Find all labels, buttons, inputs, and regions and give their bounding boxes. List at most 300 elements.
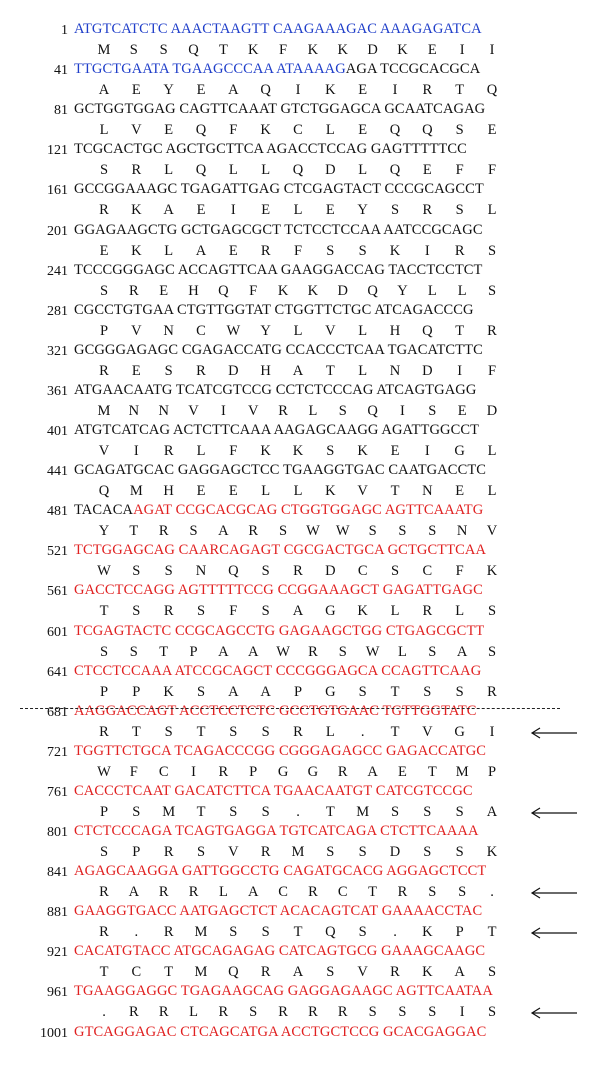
amino-acid: E — [390, 443, 400, 459]
nucleotide-line — [74, 422, 479, 439]
position-number: 721 — [47, 744, 68, 760]
amino-acid: G — [325, 683, 336, 700]
amino-acid: L — [455, 603, 465, 620]
amino-acid: E — [228, 483, 238, 500]
amino-acid: M — [455, 763, 469, 780]
amino-acid: L — [196, 443, 206, 459]
amino-acid: P — [99, 683, 109, 700]
amino-acid: S — [455, 844, 464, 860]
nucleotide-line — [74, 462, 486, 479]
sequence-block — [0, 499, 600, 539]
amino-acid: L — [189, 1004, 198, 1021]
amino-acid: . — [393, 924, 397, 941]
amino-acid: W — [335, 523, 350, 540]
nucleotide-line — [74, 342, 483, 359]
amino-acid: Q — [228, 964, 239, 981]
amino-acid: R — [158, 1004, 169, 1021]
nucleotide-segment: CGCCTGTGAA CTGTTGGTAT CTGGTTCTGC ATCAGACCCG — [74, 301, 474, 318]
amino-acid: R — [99, 202, 109, 219]
amino-acid: L — [99, 122, 109, 139]
nucleotide-segment: CTCTCCCAGA TCAGTGAGGA TGTCATCAGA CTCTTCAAAA — [74, 823, 479, 839]
amino-acid: F — [487, 362, 497, 379]
amino-acid: P — [487, 763, 497, 780]
sequence-block — [0, 1021, 600, 1061]
amino-acid: G — [277, 763, 289, 780]
amino-acid: T — [390, 483, 400, 500]
amino-acid: R — [422, 202, 433, 219]
amino-acid: H — [163, 483, 174, 500]
amino-acid: R — [158, 884, 169, 901]
amino-acid: A — [292, 603, 304, 620]
amino-acid: P — [293, 683, 303, 700]
amino-acid: I — [457, 362, 463, 379]
left-arrow-icon — [530, 887, 578, 899]
amino-acid: F — [455, 563, 464, 580]
amino-acid: R — [218, 763, 229, 780]
amino-acid: L — [325, 723, 335, 740]
amino-acid: V — [325, 322, 336, 339]
amino-acid: S — [326, 242, 335, 259]
amino-acid: N — [195, 563, 207, 580]
nucleotide-segment: GAAGGTGACC AATGAGCTCT ACACAGTCAT GAAAACCTAC — [74, 903, 483, 920]
amino-acid: S — [390, 202, 400, 219]
amino-acid: R — [278, 402, 288, 419]
amino-acid: S — [159, 42, 168, 58]
position-number: 881 — [47, 905, 68, 921]
amino-acid: L — [261, 162, 271, 179]
nucleotide-line — [74, 61, 480, 78]
amino-acid: G — [325, 603, 336, 620]
amino-acid: S — [229, 924, 238, 941]
amino-acid: A — [367, 763, 378, 780]
nucleotide-line — [74, 302, 474, 319]
amino-acid: I — [424, 443, 430, 459]
amino-acid: W — [97, 563, 111, 580]
amino-acid: T — [390, 683, 400, 700]
position-number: 161 — [47, 183, 68, 199]
amino-acid: E — [358, 82, 368, 99]
nucleotide-line — [74, 983, 493, 1000]
amino-acid: H — [188, 282, 199, 299]
amino-acid: R — [487, 683, 497, 700]
sequence-block — [0, 259, 600, 299]
amino-acid: T — [99, 603, 109, 620]
amino-acid: M — [97, 42, 111, 58]
sequence-block — [0, 58, 600, 98]
amino-acid: R — [163, 443, 174, 459]
amino-acid: S — [164, 362, 173, 379]
amino-acid: W — [276, 643, 290, 660]
amino-acid: K — [325, 483, 336, 500]
amino-acid: R — [163, 844, 174, 860]
amino-acid: . — [490, 884, 494, 901]
amino-acid: V — [188, 402, 199, 419]
amino-acid: S — [358, 924, 367, 941]
amino-acid: S — [458, 884, 467, 901]
amino-acid: M — [356, 803, 370, 820]
sequence-block — [0, 219, 600, 259]
sequence-block — [0, 980, 600, 1020]
amino-acid: L — [293, 202, 303, 219]
nucleotide-segment: TCTGGAGCAG CAARCAGAGT CGCGACTGCA GCTGCTTCAA — [74, 542, 487, 559]
amino-acid: K — [486, 844, 498, 860]
sequence-block — [0, 178, 600, 218]
amino-acid: A — [292, 362, 304, 379]
amino-acid: . — [102, 1004, 106, 1021]
amino-acid: T — [196, 723, 206, 740]
amino-acid: T — [368, 884, 378, 901]
nucleotide-line — [74, 703, 477, 720]
amino-acid: K — [422, 924, 433, 941]
amino-acid: R — [99, 924, 109, 941]
amino-acid: E — [228, 242, 238, 259]
amino-acid: N — [128, 402, 140, 419]
amino-acid: V — [486, 523, 498, 540]
amino-acid: I — [489, 42, 495, 58]
amino-acid: V — [228, 844, 239, 860]
amino-acid: A — [247, 884, 259, 901]
amino-acid: Y — [98, 523, 110, 540]
amino-acid: Q — [389, 122, 401, 139]
position-number: 841 — [47, 865, 68, 881]
amino-acid: E — [196, 483, 206, 500]
amino-acid: P — [132, 683, 141, 700]
amino-acid: E — [196, 202, 206, 219]
amino-acid: M — [129, 483, 143, 500]
amino-acid: A — [218, 523, 229, 540]
amino-acid: N — [456, 523, 468, 540]
amino-acid: R — [293, 723, 303, 740]
amino-acid: K — [486, 563, 498, 580]
amino-acid: S — [428, 643, 437, 660]
position-number: 361 — [47, 383, 68, 399]
amino-acid: S — [455, 683, 464, 700]
amino-acid: A — [260, 683, 271, 700]
amino-acid: R — [129, 282, 139, 299]
amino-acid: E — [164, 122, 174, 139]
amino-acid: Q — [218, 282, 229, 299]
amino-acid: D — [325, 162, 336, 179]
amino-acid: S — [132, 603, 141, 620]
amino-acid: Y — [163, 82, 174, 99]
amino-acid: S — [261, 924, 270, 941]
left-arrow-icon — [530, 1007, 578, 1019]
amino-acid: K — [131, 202, 142, 219]
position-number: 81 — [54, 103, 68, 119]
nucleotide-segment: AGAGCAAGGA GATTGGCCTG CAGATGCACG AGGAGCTCCT — [74, 863, 487, 880]
nucleotide-segment: GTCAGGAGAC CTCAGCATGA ACCTGCTCCG GCACGAGGAC — [74, 1023, 487, 1040]
nucleotide-segment: TCGAGTACTC CCGCAGCCTG GAGAAGCTGG CTGAGCGCTT — [74, 622, 485, 639]
amino-acid: A — [128, 884, 140, 901]
amino-acid: L — [261, 483, 271, 500]
amino-acid: L — [358, 322, 368, 339]
amino-acid: I — [295, 82, 301, 99]
amino-acid: T — [164, 964, 174, 981]
amino-acid: T — [293, 924, 303, 941]
amino-acid: A — [292, 964, 304, 981]
amino-acid: A — [454, 964, 465, 981]
amino-acid: R — [129, 1004, 139, 1021]
amino-acid: V — [98, 443, 110, 459]
amino-acid: S — [455, 803, 464, 820]
amino-acid: E — [159, 282, 169, 299]
amino-acid: I — [392, 82, 398, 99]
amino-acid: T — [129, 523, 139, 540]
amino-acid: Y — [260, 322, 271, 339]
amino-acid: R — [99, 723, 109, 740]
sequence-block — [0, 740, 600, 780]
amino-acid: S — [368, 1004, 377, 1021]
position-number: 201 — [47, 223, 68, 239]
amino-acid: F — [455, 162, 464, 179]
amino-acid: T — [487, 924, 497, 941]
amino-acid: R — [454, 242, 465, 259]
nucleotide-line — [74, 903, 482, 920]
amino-acid: . — [360, 723, 365, 740]
amino-acid: R — [99, 362, 109, 379]
amino-acid: F — [487, 162, 497, 179]
nucleotide-segment: GCTGGTGGAG CAGTTCAAAT GTCTGGAGCA GCAATCAGAG — [74, 101, 486, 118]
nucleotide-line — [74, 262, 483, 279]
amino-acid: Q — [195, 162, 207, 179]
amino-acid: E — [196, 82, 206, 99]
position-number: 121 — [47, 143, 68, 159]
amino-acid: E — [131, 82, 141, 99]
amino-acid: L — [293, 483, 303, 500]
amino-acid: Y — [397, 282, 408, 299]
amino-acid: A — [195, 242, 207, 259]
amino-acid: S — [196, 844, 206, 860]
amino-acid: S — [249, 1004, 258, 1021]
position-number: 241 — [47, 263, 68, 279]
amino-acid: E — [455, 483, 465, 500]
amino-acid: D — [486, 402, 498, 419]
sequence-block — [0, 419, 600, 459]
amino-acid: I — [424, 242, 430, 259]
amino-acid: L — [325, 122, 335, 139]
amino-acid: E — [487, 122, 497, 139]
amino-acid: S — [358, 242, 367, 259]
amino-acid: S — [455, 122, 464, 139]
position-number: 601 — [47, 624, 68, 640]
amino-acid: S — [487, 603, 497, 620]
amino-acid: I — [230, 202, 236, 219]
amino-acid: S — [487, 242, 497, 259]
amino-acid: K — [277, 282, 289, 299]
amino-acid: S — [229, 803, 238, 820]
nucleotide-segment: AAGGACCAGT ACCTCCTCTC GCCTGTGAAC TGTTGGTATC — [74, 702, 477, 719]
nucleotide-segment: GCGGGAGAGC CGAGACCATG CCACCCTCAA TGACATCTTC — [74, 341, 483, 358]
amino-acid: E — [457, 402, 467, 419]
nucleotide-segment: CTCCTCCAAA ATCCGCAGCT CCCGGGAGCA CCAGTTCAAG — [74, 662, 482, 679]
nucleotide-line — [74, 663, 481, 680]
amino-acid: S — [326, 443, 335, 459]
amino-acid: Q — [367, 402, 378, 419]
amino-acid: S — [196, 603, 206, 620]
dashed-divider — [20, 708, 560, 709]
amino-acid: E — [325, 202, 335, 219]
amino-acid: G — [454, 723, 465, 740]
amino-acid: R — [131, 162, 142, 179]
amino-acid: L — [293, 322, 303, 339]
nucleotide-line — [74, 141, 467, 158]
position-number: 961 — [47, 985, 68, 1001]
amino-acid: L — [164, 242, 174, 259]
nucleotide-segment: GCAGATGCAC GAGGAGCTCC TGAAGGTGAC CAATGACCTC — [74, 462, 487, 479]
amino-acid: K — [247, 42, 259, 58]
amino-acid: D — [422, 362, 433, 379]
amino-acid: P — [99, 803, 109, 820]
amino-acid: T — [455, 322, 465, 339]
amino-acid: R — [99, 884, 109, 901]
amino-acid: I — [489, 723, 495, 740]
amino-acid: D — [367, 42, 378, 58]
amino-acid: S — [428, 1004, 437, 1021]
amino-acid: E — [398, 763, 407, 780]
amino-acid: M — [194, 964, 208, 981]
nucleotide-line — [74, 101, 485, 118]
left-arrow-icon — [530, 727, 578, 739]
amino-acid: R — [188, 884, 199, 901]
amino-acid: I — [191, 763, 196, 780]
amino-acid: S — [423, 683, 432, 700]
amino-acid: R — [293, 563, 303, 580]
position-number: 281 — [47, 303, 68, 319]
amino-acid: N — [158, 402, 169, 419]
amino-acid: D — [389, 844, 401, 860]
amino-acid: K — [307, 282, 319, 299]
amino-acid: C — [337, 884, 348, 901]
amino-acid: K — [357, 443, 368, 459]
nucleotide-line — [74, 502, 483, 519]
nucleotide-segment: CACCCTCAAT GACATCTTCA TGAACAATGT CATCGTCCGC — [74, 782, 473, 799]
position-number: 521 — [47, 544, 68, 560]
position-number: 441 — [47, 464, 68, 480]
amino-acid: C — [131, 964, 142, 981]
amino-acid: F — [279, 42, 288, 58]
amino-acid: E — [99, 242, 109, 259]
amino-acid: Q — [422, 322, 433, 339]
amino-acid: K — [260, 443, 271, 459]
amino-acid: F — [229, 443, 238, 459]
amino-acid: K — [163, 683, 174, 700]
amino-acid: K — [292, 443, 304, 459]
nucleotide-segment: TGGTTCTGCA TCAGACCCGG CGGGAGAGCC GAGACCATGC — [74, 742, 487, 759]
amino-acid: R — [163, 924, 174, 941]
amino-acid: L — [164, 162, 174, 179]
amino-acid: R — [218, 1004, 229, 1021]
nucleotide-line — [74, 222, 483, 239]
nucleotide-segment: AGAT CCGCACGCAG CTGGTGGAGC AGTTCAAATG — [133, 502, 484, 519]
amino-acid: T — [131, 723, 141, 740]
amino-acid: L — [308, 402, 318, 419]
amino-acid: K — [337, 42, 349, 58]
amino-acid: E — [427, 42, 437, 58]
amino-acid: S — [261, 563, 270, 580]
amino-acid: S — [99, 282, 109, 299]
amino-acid: R — [196, 362, 206, 379]
amino-acid: E — [261, 202, 271, 219]
amino-acid: Q — [292, 162, 304, 179]
amino-acid: L — [358, 362, 368, 379]
amino-acid: C — [278, 884, 288, 901]
amino-acid: S — [428, 884, 437, 901]
amino-acid: A — [228, 82, 239, 99]
amino-acid: L — [228, 162, 238, 179]
amino-acid: I — [400, 402, 405, 419]
amino-acid: L — [487, 443, 497, 459]
amino-acid: H — [260, 362, 271, 379]
nucleotide-line — [74, 823, 479, 840]
amino-acid: Q — [486, 82, 498, 99]
nucleotide-segment: GACCTCCAGG AGTTTTTCCG CCGGAAAGCT GAGATTGAGC — [74, 582, 483, 599]
amino-acid: D — [325, 563, 336, 580]
amino-acid: R — [278, 1004, 288, 1021]
position-number: 1 — [61, 23, 68, 38]
amino-acid: S — [398, 1004, 407, 1021]
amino-acid: S — [358, 683, 367, 700]
amino-acid: R — [308, 1004, 318, 1021]
amino-acid: S — [129, 643, 138, 660]
amino-acid: S — [338, 643, 347, 660]
nucleotide-segment: TCGCACTGC AGCTGCTTCA AGACCTCCAG GAGTTTTTCC — [74, 141, 467, 158]
left-arrow-icon — [530, 807, 578, 819]
amino-acid: T — [159, 643, 169, 660]
amino-acid: S — [358, 844, 367, 860]
amino-acid: S — [487, 282, 497, 299]
amino-acid: S — [368, 523, 377, 540]
amino-acid: L — [398, 643, 407, 660]
amino-acid: L — [457, 282, 467, 299]
amino-acid: R — [308, 884, 318, 901]
amino-acid: L — [487, 202, 497, 219]
amino-acid: S — [132, 563, 141, 580]
amino-acid: A — [218, 643, 229, 660]
amino-acid: Q — [325, 924, 336, 941]
amino-acid: C — [357, 563, 368, 580]
nucleotide-line — [74, 1024, 486, 1041]
amino-acid: T — [325, 362, 335, 379]
amino-acid: V — [131, 122, 142, 139]
amino-acid: L — [427, 282, 437, 299]
nucleotide-line — [74, 783, 473, 800]
amino-acid: I — [133, 443, 139, 459]
sequence-block — [0, 379, 600, 419]
amino-acid: Q — [260, 82, 271, 99]
amino-acid: H — [389, 322, 401, 339]
position-number: 761 — [47, 784, 68, 800]
amino-acid: L — [218, 884, 228, 901]
amino-acid: Q — [422, 122, 433, 139]
amino-acid: L — [487, 483, 497, 500]
amino-acid: Y — [357, 202, 368, 219]
position-number: 401 — [47, 424, 68, 439]
amino-acid: S — [189, 523, 198, 540]
left-arrow-icon — [530, 927, 578, 939]
amino-acid: S — [261, 603, 270, 620]
amino-acid: S — [326, 964, 335, 981]
amino-acid: S — [487, 1004, 497, 1021]
nucleotide-line — [74, 743, 486, 760]
amino-acid: T — [99, 964, 109, 981]
nucleotide-segment: TACACA — [74, 502, 134, 519]
position-number: 561 — [47, 584, 68, 600]
amino-acid: S — [164, 723, 173, 740]
position-number: 641 — [47, 664, 68, 680]
amino-acid: R — [422, 603, 433, 620]
amino-acid: S — [423, 803, 432, 820]
nucleotide-segment: TCCCGGGAGC ACCAGTTCAA GAAGGACCAG TACCTCCTCT — [74, 261, 483, 278]
